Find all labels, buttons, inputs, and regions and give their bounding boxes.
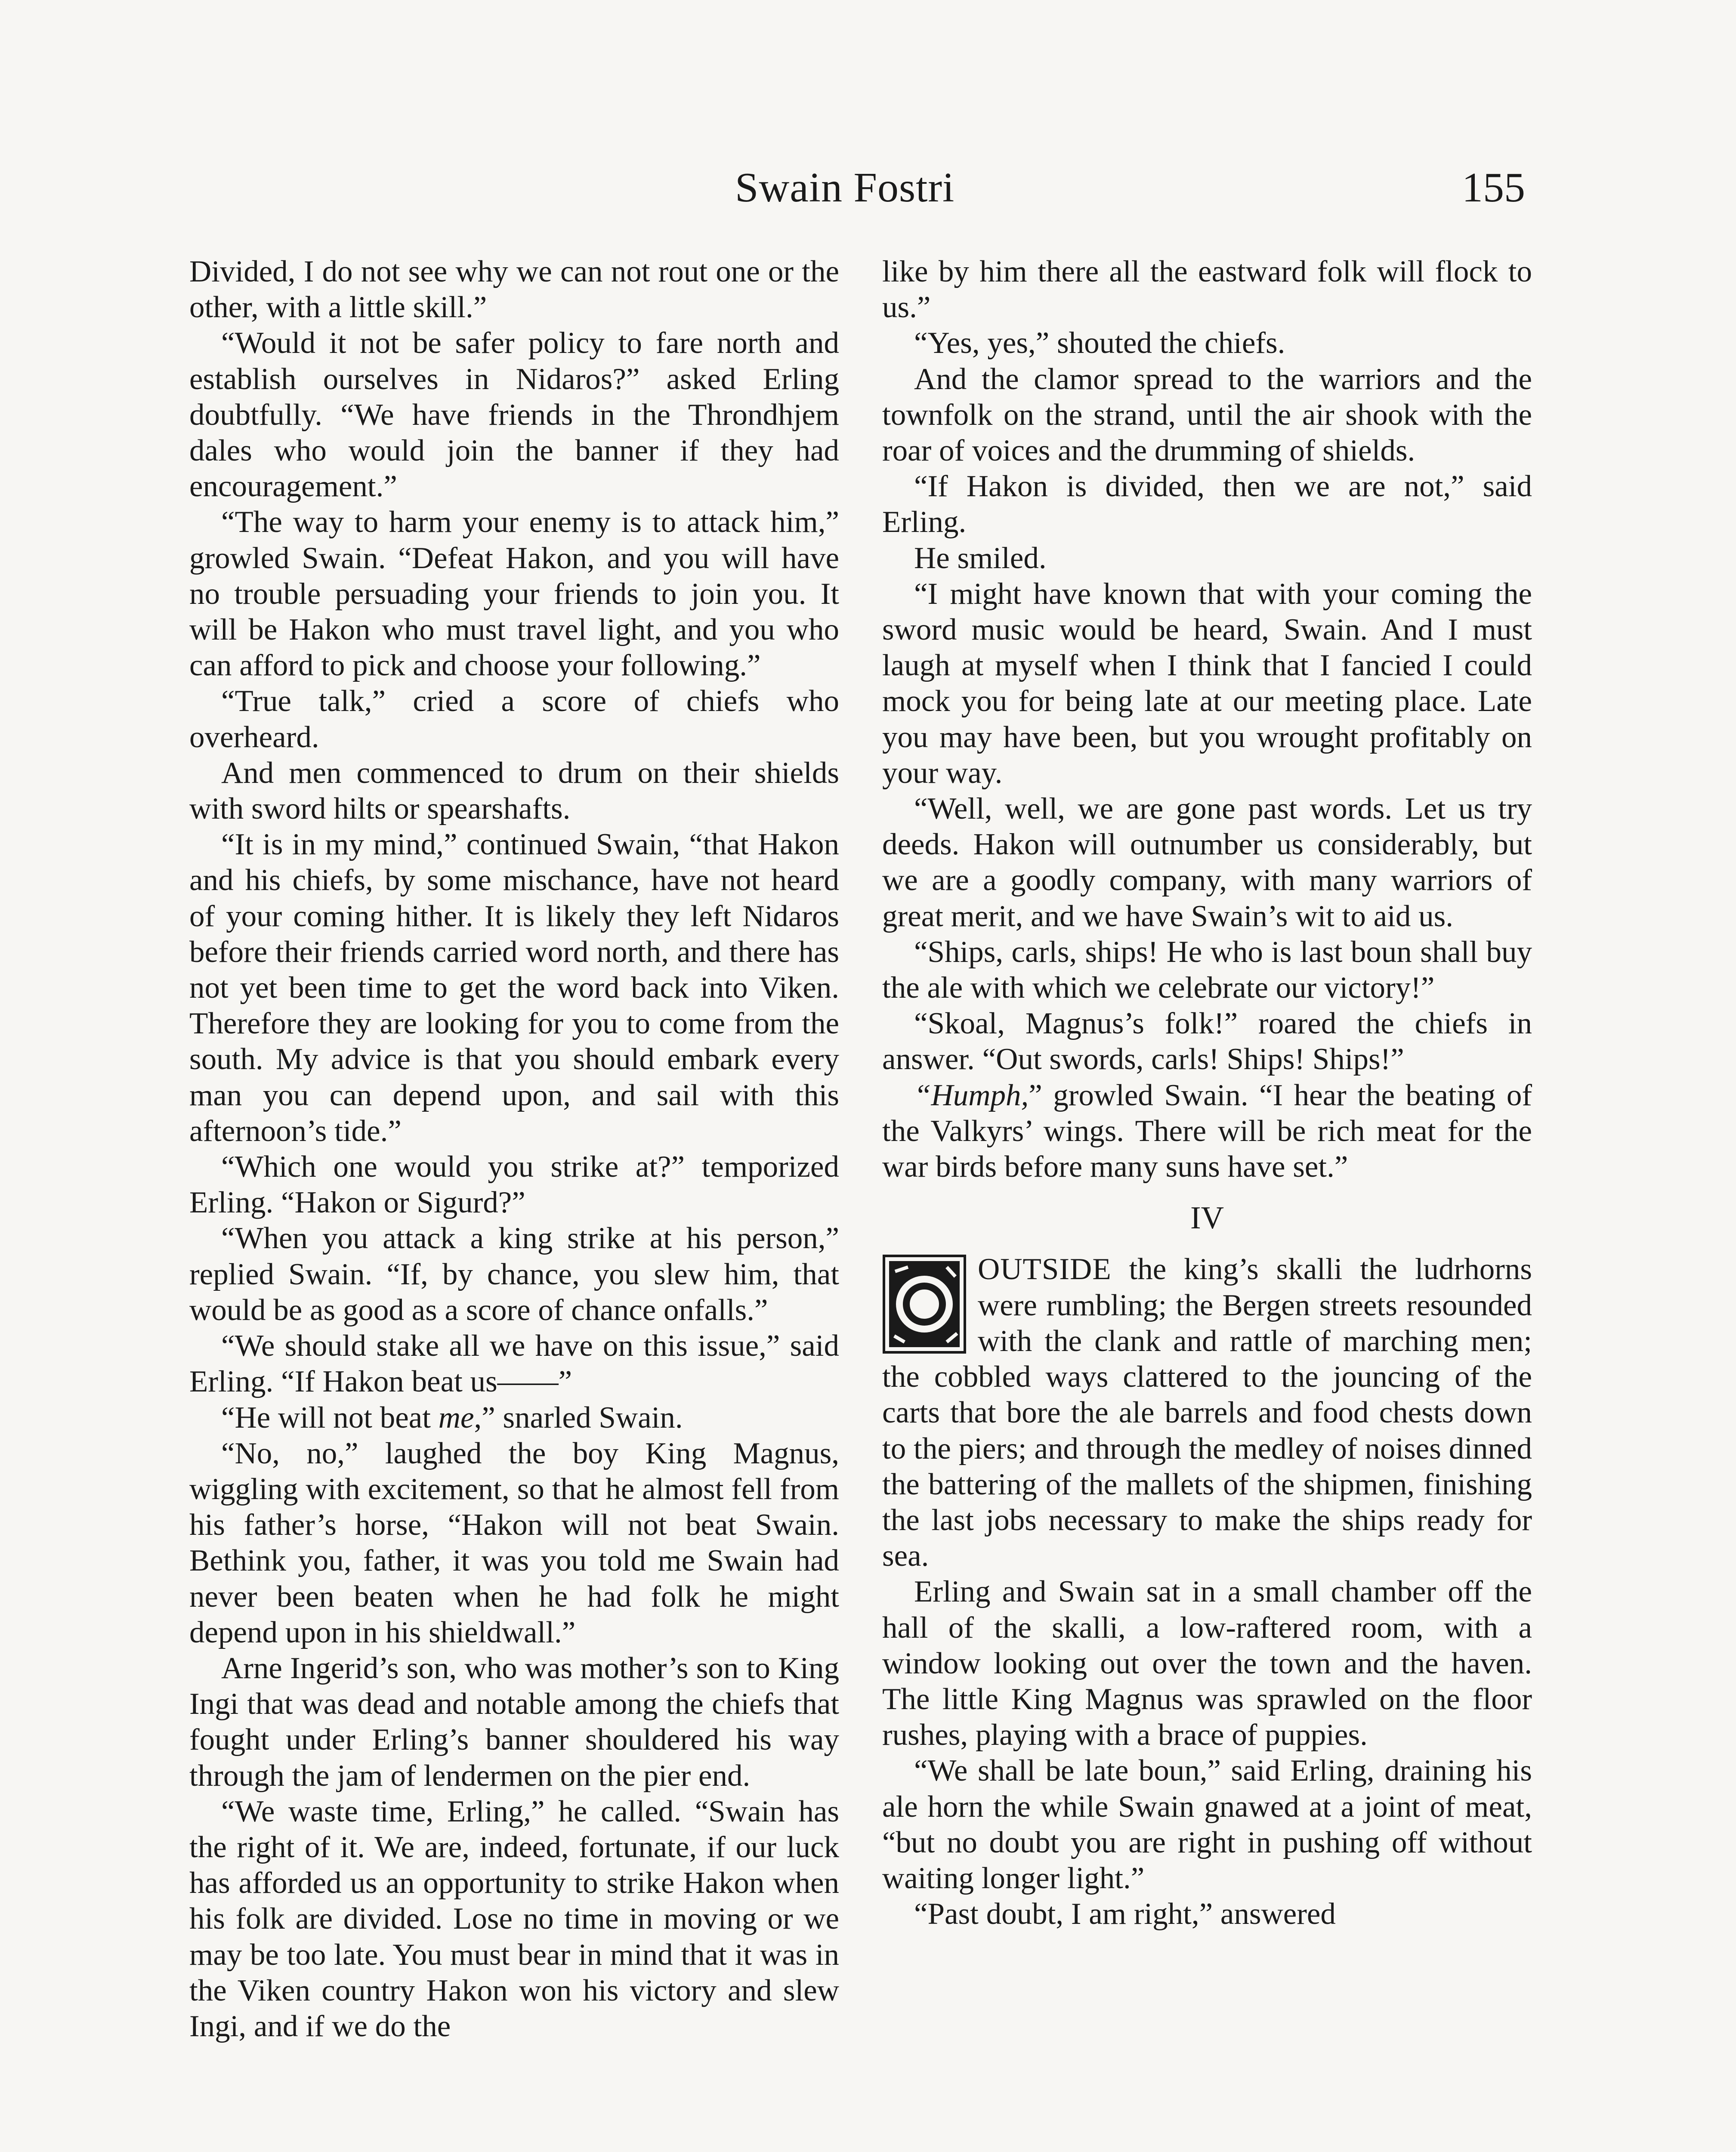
paragraph: “We shall be late boun,” said Erling, draining his ale horn the while Swain gnawed at a joint of meat, “but no doubt you are right in pushing off without waiting longer light.” [882,1754,1532,1895]
opening-word: OUTSIDE [978,1252,1112,1286]
paragraph: “Ships, carls, ships! He who is last boun shall buy the ale with which we celebrate our victory!” [882,935,1532,1005]
paragraph: “I might have known that with your coming the sword music would be heard, Swain. And I must laugh at myself when I think that I fancied I could mock you for being late at our meeting place. Late you may have been, but you wrought profitably on your way. [882,577,1532,790]
paragraph: “Would it not be safer policy to fare north and establish ourselves in Nidaros?” asked Erling doubtfully. “We have friends in the Throndhjem dales who would join the banner if they had encouragement.” [189,326,839,504]
emphasis: “Humph, [914,1078,1029,1112]
paragraph: “It is in my mind,” continued Swain, “that Hakon and his chiefs, by some mischance, have not heard of your coming hither. It is likely they left Nidaros before their friends carried word north, and there has not yet been time to get the word back into Viken. Therefore they are looking for you to come from the south. My advice is that you should embark every man you can depend upon, and sail with this afternoon’s tide.” [189,828,839,1148]
paragraph: And men commenced to drum on their shields with sword hilts or spearshafts. [189,756,839,826]
paragraph [882,1078,1532,1185]
paragraph [882,1252,1532,1574]
text-run: ,” snarled Swain. [474,1401,683,1435]
paragraph: Erling and Swain sat in a small chamber off the hall of the skalli, a low-raftered room, with a window looking out over the town and the haven. The little King Magnus was sprawled on the floor rushes, playing with a brace of puppies. [882,1575,1532,1752]
paragraph: Arne Ingerid’s son, who was mother’s son to King Ingi that was dead and notable among the chiefs that fought under Erling’s banner shouldered his way through the jam of lendermen on the pier end. [189,1651,839,1793]
paragraph: He smiled. [914,541,1047,575]
paragraph: “When you attack a king strike at his person,” replied Swain. “If, by chance, you slew him, that would be as good as a score of chance onfalls.” [189,1221,839,1327]
paragraph: Divided, I do not see why we can not rout one or the other, with a little skill.” [189,255,839,325]
paragraph: like by him there all the eastward folk will flock to us.” [882,255,1532,325]
text-run: “He will not beat [221,1401,439,1435]
paragraph: “Well, well, we are gone past words. Let us try deeds. Hakon will outnumber us considerably, but we are a goodly company, with many warriors of great merit, and we have Swain’s wit to aid us. [882,792,1532,933]
paragraph: “True talk,” cried a score of chiefs who overheard. [189,684,839,754]
text-run: the king’s skalli the ludrhorns were rumbling; the Bergen streets resounded with the clank and rattle of marching men; the cobbled ways clattered to the jouncing of the carts that bore the ale barrels and food chests down to the piers; and through the medley of noises dinned the battering of the mallets of the shipmen, finishing the last jobs necessary to make the ships ready for sea. [882,1252,1532,1573]
right-column [882,254,1532,1932]
page-number: 155 [1462,164,1525,211]
emphasis: me [438,1401,474,1435]
left-column [189,254,839,2044]
paragraph: “Which one would you strike at?” temporized Erling. “Hakon or Sigurd?” [189,1150,839,1220]
running-title: Swain Fostri [735,164,955,211]
paragraph [189,1400,839,1436]
text-run: ” growled Swain. “I hear the beating of the Valkyrs’ wings. There will be rich meat for the war birds before many suns have set.” [882,1078,1532,1184]
paragraph: “Yes, yes,” shouted the chiefs. [914,326,1285,360]
paragraph: “No, no,” laughed the boy King Magnus, wiggling with excitement, so that he almost fell from his father’s horse, “Hakon will not beat Swain. Bethink you, father, it was you told me Swain had never been beaten when he had folk he might depend upon in his shieldwall.” [189,1436,839,1649]
paragraph: “Skoal, Magnus’s folk!” roared the chiefs in answer. “Out swords, carls! Ships! Ships!” [882,1007,1532,1076]
ornamental-dropcap-icon [882,1254,967,1354]
paragraph: “Past doubt, I am right,” answered [914,1897,1336,1931]
paragraph: “The way to harm your enemy is to attack him,” growled Swain. “Defeat Hakon, and you will have no trouble persuading your friends to join you. It will be Hakon who must travel light, and you who can afford to pick and choose your following.” [189,505,839,683]
paragraph: “If Hakon is divided, then we are not,” said Erling. [882,470,1532,539]
paragraph: And the clamor spread to the warriors and the townfolk on the strand, until the air shook with the roar of voices and the drumming of shields. [882,362,1532,468]
paragraph: “We waste time, Erling,” he called. “Swain has the right of it. We are, indeed, fortunate, if our luck has afforded us an opportunity to strike Hakon when his folk are divided. Lose no time in moving or we may be too late. You must bear in mind that it was in the Viken country Hakon won his victory and slew Ingi, and if we do the [189,1794,839,2043]
page-header [735,164,1525,220]
section-heading: IV [1190,1200,1224,1236]
paragraph: “We should stake all we have on this issue,” said Erling. “If Hakon beat us——” [189,1329,839,1399]
